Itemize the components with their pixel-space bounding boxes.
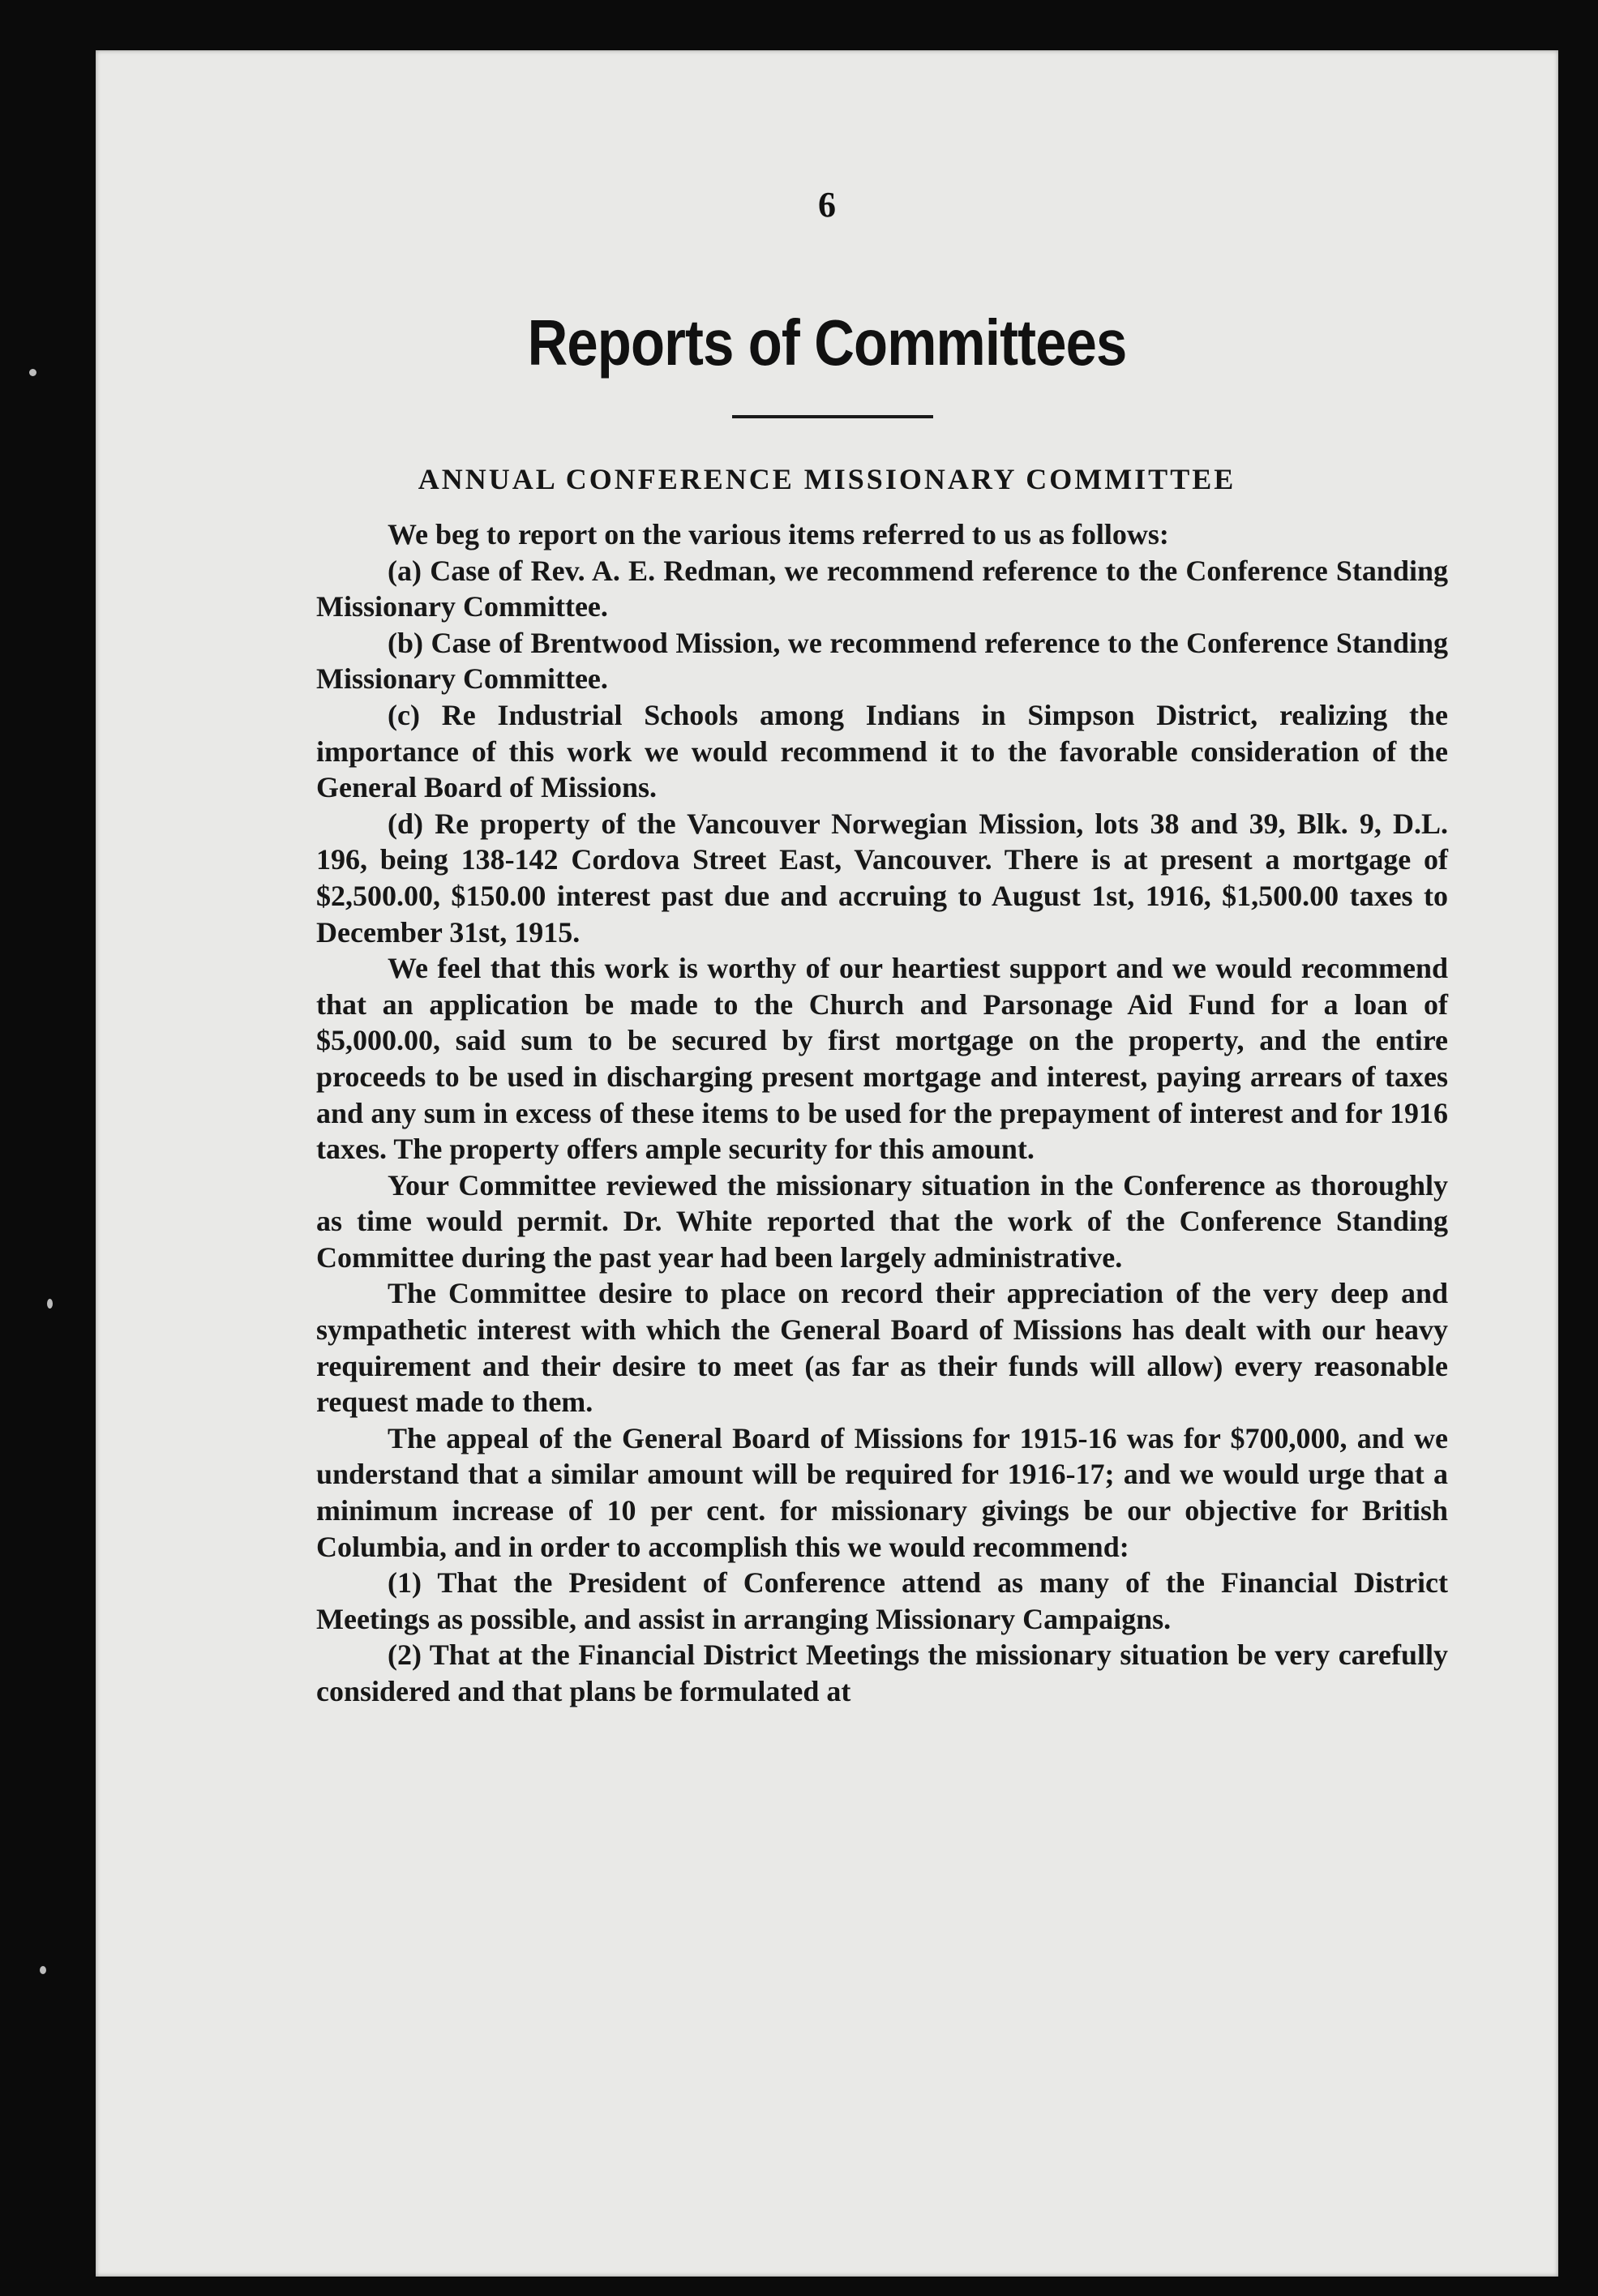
document-page — [96, 50, 1558, 2277]
page-title: Reports of Committees — [527, 306, 1127, 379]
report-paragraph: (a) Case of Rev. A. E. Redman, we recommend reference to the Conference Standing Missionary Committee. — [316, 554, 1448, 623]
report-paragraph: We feel that this work is worthy of our heartiest support and we would recommend that an application be made to the Church and Parsonage Aid Fund for a loan of $5,000.00, said sum to be secured by first mortgage on the property, and the entire proceeds to be used in discharging present mortgage and interest, paying arrears of taxes and any sum in excess of these items to be used for the prepayment of interest and for 1916 taxes. The property offers ample security for this amount. — [316, 952, 1448, 1166]
report-paragraph: (1) That the President of Conference attend as many of the Financial District Meetings as possible, and assist in arranging Missionary Campaigns. — [316, 1566, 1448, 1635]
title-divider — [732, 415, 933, 418]
scan-speck — [29, 369, 36, 376]
report-body — [316, 516, 1448, 1710]
report-paragraph: We beg to report on the various items referred to us as follows: — [388, 518, 1169, 550]
scan-speck — [40, 1966, 46, 1974]
report-paragraph: The appeal of the General Board of Missions for 1915-16 was for $700,000, and we understand that a similar amount will be required for 1916-17; and we would urge that a minimum increase of 10 per cent. for missionary givings be our objective for British Columbia, and in order to accomplish this we would recommend: — [316, 1421, 1448, 1563]
report-paragraph: (d) Re property of the Vancouver Norwegian Mission, lots 38 and 39, Blk. 9, D.L. 196, being 138-142 Cordova Street East, Vancouver. There is at present a mortgage of $2,500.00, $150.00 interest past due and accruing to August 1st, 1916, $1,500.00 taxes to December 31st, 1915. — [316, 807, 1448, 949]
report-paragraph: The Committee desire to place on record their appreciation of the very deep and sympathetic interest with which the General Board of Missions has dealt with our heavy requirement and their desire to meet (as far as their funds will allow) every reasonable request made to them. — [316, 1277, 1448, 1419]
report-paragraph: Your Committee reviewed the missionary situation in the Conference as thoroughly as time would permit. Dr. White reported that the work of the Conference Standing Committee during the past year had been largely administrative. — [316, 1168, 1448, 1274]
scan-speck — [47, 1299, 53, 1309]
report-paragraph: (b) Case of Brentwood Mission, we recommend reference to the Conference Standing Missionary Committee. — [316, 626, 1448, 696]
report-paragraph: (2) That at the Financial District Meetings the missionary situation be very carefully considered and that plans be formulated at — [316, 1638, 1448, 1707]
report-paragraph: (c) Re Industrial Schools among Indians in Simpson District, realizing the importance of this work we would recommend it to the favorable consideration of the General Board of Missions. — [316, 698, 1448, 804]
page-number: 6 — [818, 185, 836, 225]
section-heading: ANNUAL CONFERENCE MISSIONARY COMMITTEE — [418, 463, 1236, 495]
